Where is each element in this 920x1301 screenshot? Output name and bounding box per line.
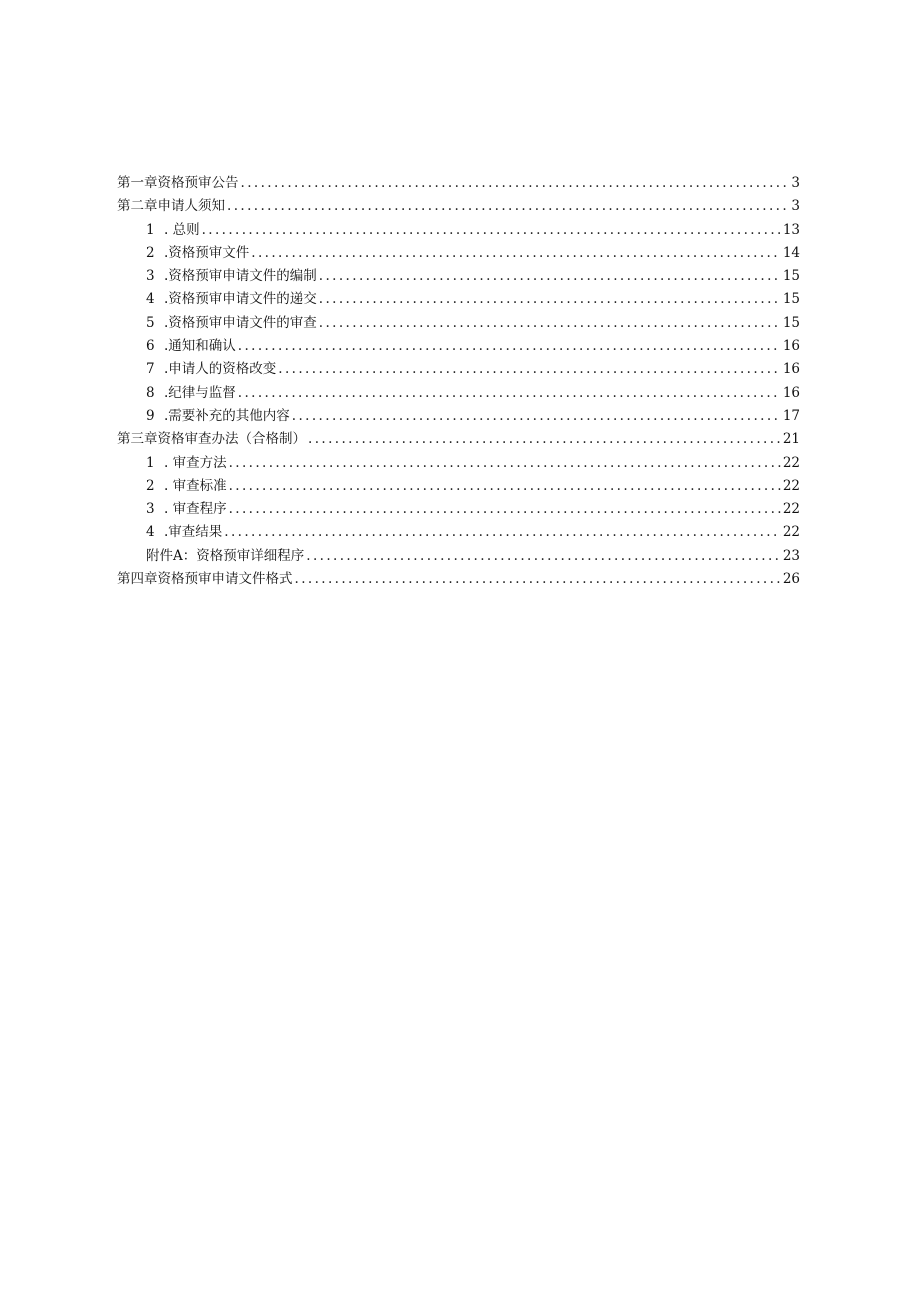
toc-entry-section[interactable]	[117, 382, 800, 405]
toc-leader-dots	[229, 452, 781, 475]
toc-page-number: 15	[782, 268, 800, 285]
toc-leader-dots	[308, 428, 781, 451]
toc-entry-label: . 审查标准	[164, 477, 227, 494]
toc-page-number: 15	[782, 291, 800, 308]
toc-entry-label: 第一章资格预审公告	[117, 175, 239, 191]
toc-leader-dots	[224, 521, 781, 544]
toc-leader-dots	[319, 265, 781, 288]
toc-page-number: 16	[782, 361, 800, 378]
toc-entry-label: .申请人的资格改变	[164, 361, 277, 378]
toc-leader-dots	[241, 172, 790, 195]
toc-page-number: 26	[782, 571, 800, 588]
toc-entry-label: . 审查程序	[164, 501, 227, 518]
toc-entry-label: .需要补充的其他内容	[164, 407, 290, 424]
toc-section-number: 2	[146, 244, 155, 261]
toc-entry-label: 附件A：资格预审详细程序	[146, 547, 305, 564]
toc-page-number: 23	[782, 547, 800, 564]
toc-page-number: 22	[782, 454, 800, 471]
toc-section-number: 2	[146, 477, 155, 494]
toc-entry-section[interactable]	[117, 358, 800, 381]
toc-entry-label: 第三章资格审查办法（合格制）	[117, 431, 306, 448]
toc-page-number: 13	[782, 221, 800, 238]
toc-section-number: 1	[146, 221, 155, 238]
toc-page-number: 3	[791, 198, 800, 215]
toc-entry-section[interactable]	[117, 452, 800, 475]
toc-entry-section[interactable]	[117, 288, 800, 311]
toc-leader-dots	[251, 242, 781, 265]
toc-leader-dots	[229, 498, 781, 521]
toc-entry-section[interactable]	[117, 498, 800, 521]
toc-entry-chapter-2[interactable]	[117, 195, 800, 218]
toc-leader-dots	[229, 475, 781, 498]
toc-entry-section[interactable]	[117, 521, 800, 544]
toc-entry-appendix[interactable]	[117, 545, 800, 568]
toc-entry-section[interactable]	[117, 335, 800, 358]
toc-entry-label: . 审查方法	[164, 454, 227, 471]
toc-page-number: 3	[791, 175, 800, 191]
toc-section-number: 7	[146, 361, 155, 378]
toc-section-number: 3	[146, 501, 155, 518]
toc-entry-section[interactable]	[117, 219, 800, 242]
toc-entry-label: 第四章资格预审申请文件格式	[117, 571, 293, 588]
toc-leader-dots	[238, 382, 781, 405]
toc-leader-dots	[278, 358, 781, 381]
toc-leader-dots	[227, 195, 789, 218]
toc-entry-label: .纪律与监督	[164, 384, 236, 401]
toc-entry-label: .通知和确认	[164, 338, 236, 355]
toc-entry-label: .资格预审文件	[164, 244, 250, 261]
toc-section-number: 4	[146, 291, 155, 308]
toc-entry-label: . 总则	[164, 221, 200, 238]
toc-page-number: 14	[782, 244, 800, 261]
toc-leader-dots	[202, 219, 781, 242]
toc-page-number: 15	[782, 314, 800, 331]
toc-section-number: 8	[146, 384, 155, 401]
toc-entry-chapter-3[interactable]	[117, 428, 800, 451]
toc-page-number: 16	[782, 338, 800, 355]
toc-entry-chapter-1[interactable]	[117, 172, 800, 195]
toc-page-number: 22	[782, 501, 800, 518]
toc-leader-dots	[292, 405, 781, 428]
toc-section-number: 6	[146, 338, 155, 355]
toc-page-number: 17	[782, 407, 800, 424]
toc-section-number: 1	[146, 454, 155, 471]
toc-page-number: 21	[782, 431, 800, 448]
toc-section-number: 9	[146, 407, 155, 424]
toc-section-number: 4	[146, 524, 155, 541]
toc-entry-section[interactable]	[117, 265, 800, 288]
toc-leader-dots	[295, 568, 781, 591]
toc-page-number: 22	[782, 477, 800, 494]
toc-entry-label: 第二章申请人须知	[117, 198, 225, 215]
toc-page-number: 16	[782, 384, 800, 401]
toc-page-number: 22	[782, 524, 800, 541]
toc-leader-dots	[238, 335, 781, 358]
toc-entry-section[interactable]	[117, 475, 800, 498]
toc-entry-section[interactable]	[117, 242, 800, 265]
table-of-contents	[117, 172, 800, 591]
toc-entry-label: .审查结果	[164, 524, 223, 541]
toc-entry-label: .资格预审申请文件的编制	[164, 268, 317, 285]
toc-leader-dots	[319, 312, 781, 335]
toc-leader-dots	[306, 545, 781, 568]
toc-entry-section[interactable]	[117, 312, 800, 335]
toc-section-number: 3	[146, 268, 155, 285]
toc-entry-chapter-4[interactable]	[117, 568, 800, 591]
toc-entry-label: .资格预审申请文件的递交	[164, 291, 317, 308]
toc-leader-dots	[319, 288, 781, 311]
toc-entry-section[interactable]	[117, 405, 800, 428]
toc-section-number: 5	[146, 314, 155, 331]
toc-entry-label: .资格预审申请文件的审查	[164, 314, 317, 331]
